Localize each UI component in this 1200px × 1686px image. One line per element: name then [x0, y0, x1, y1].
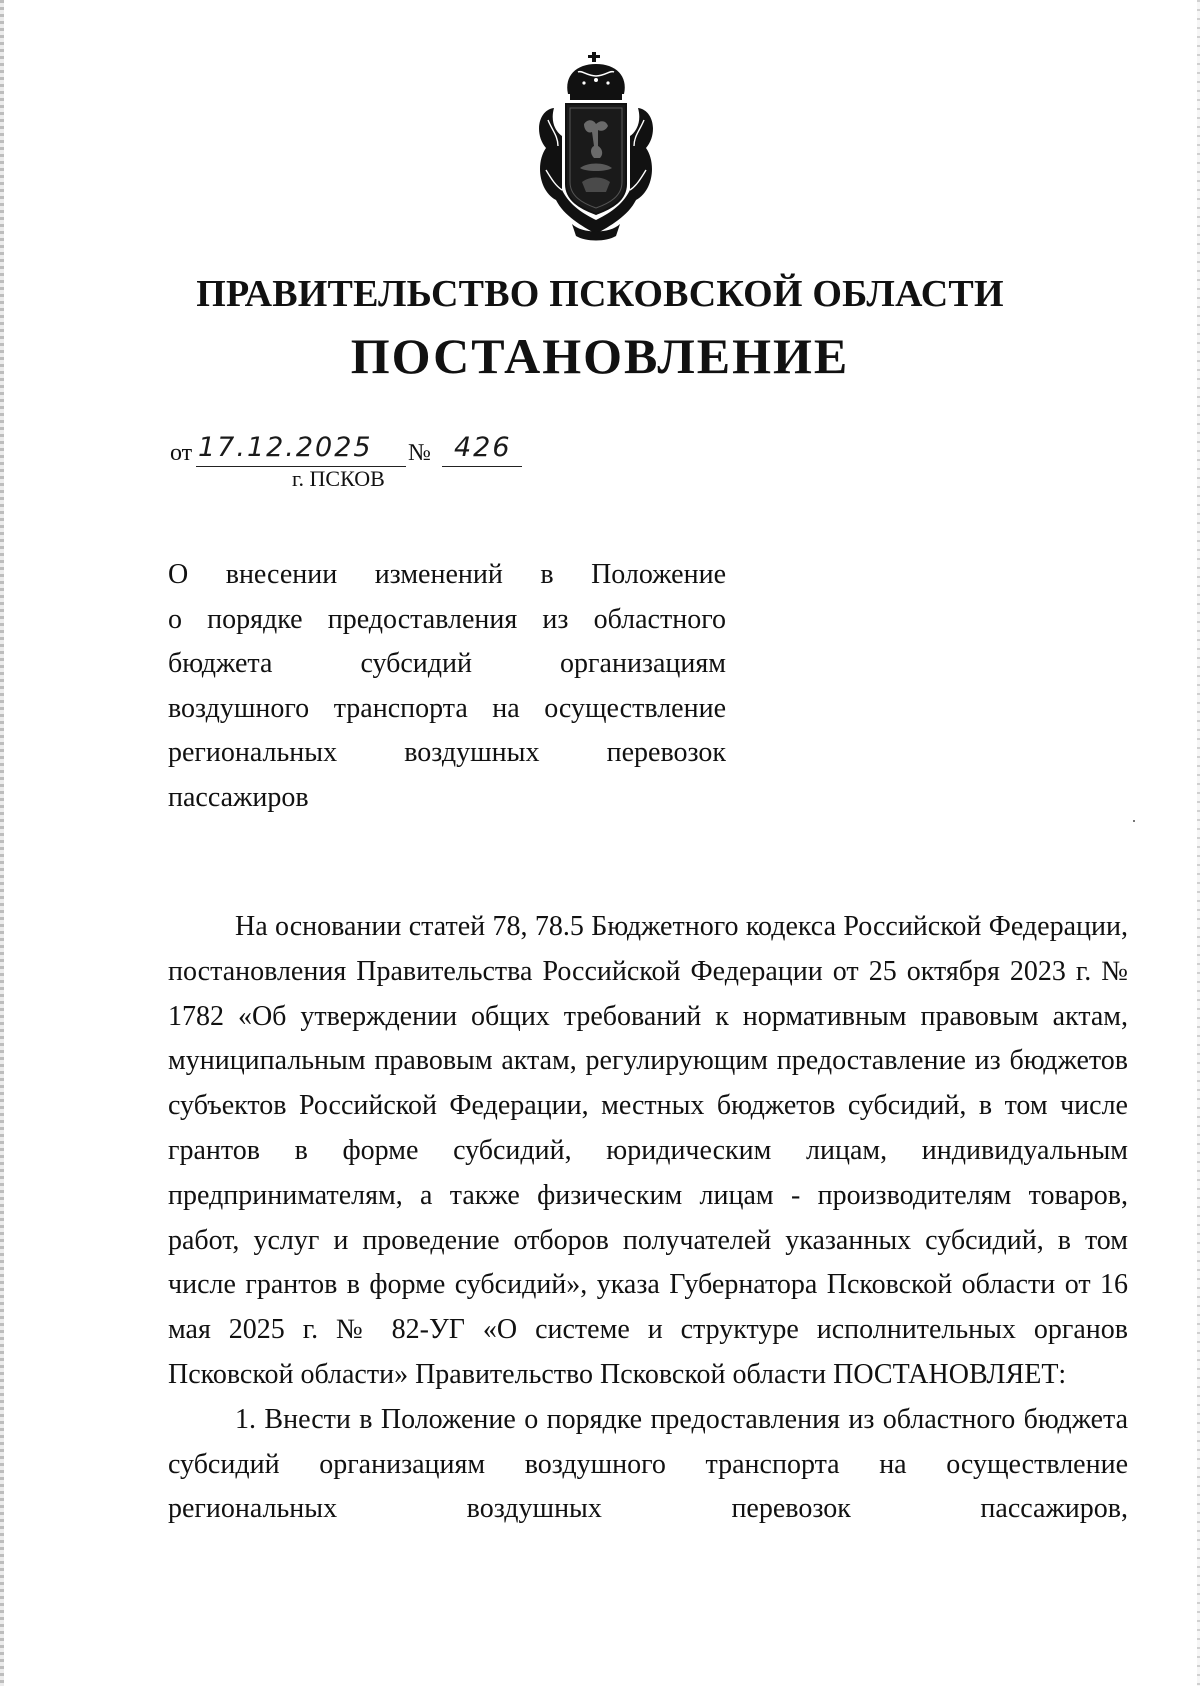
subject-line: воздушного транспорта на осуществление	[168, 692, 726, 724]
item-1-paragraph: 1. Внести в Положение о порядке предоставления из областного бюджета субсидий организациям воздушного транспорта на осуществление региональных воздушных перевозок пассажиров,	[168, 1403, 1128, 1525]
number-underline	[442, 466, 522, 467]
document-type: ПОСТАНОВЛЕНИЕ	[350, 328, 850, 384]
handwritten-date: 17.12.2025	[198, 432, 373, 463]
subject-line: О внесении изменений в Положение	[168, 559, 726, 590]
coat-of-arms-icon	[532, 50, 660, 242]
subject-line: региональных воздушных перевозок	[168, 737, 726, 768]
number-prefix: №	[408, 440, 431, 466]
subject-line: бюджета субсидий организациям	[168, 648, 726, 679]
preamble-paragraph: На основании статей 78, 78.5 Бюджетного кодекса Российской Федерации, постановления Правительства Российской Федерации от 25 октября 2023 г. № 1782 «Об утверждении общих требований к нормативным правовым актам, муниципальным правовым актам, регулирующим предоставление из бюджетов субъектов Российской Федерации, местных бюджетов субсидий, в том числе грантов в форме субсидий, юридическим лицам, индивидуальным предпринимателям, а также физическим лицам - производителям товаров, работ, услуг и проведение отборов получателей указанных субсидий, в том числе грантов в форме субсидий», указа Губернатора Псковской области от 16 мая 2025 г. № 82-УГ «О системе и структуре исполнительных органов Псковской области» Правительство Псковской области ПОСТАНОВЛЯЕТ:	[168, 911, 1128, 1390]
organization-name: ПРАВИТЕЛЬСТВО ПСКОВСКОЙ ОБЛАСТИ	[196, 273, 1004, 315]
scan-edge-left	[0, 0, 4, 1686]
date-prefix: от	[170, 440, 193, 466]
handwritten-number: 426	[454, 432, 512, 463]
document-body	[168, 905, 1128, 1532]
document-subject	[168, 553, 726, 820]
city-label: г. ПСКОВ	[292, 466, 385, 491]
subject-line: пассажиров	[168, 781, 309, 813]
subject-line: о порядке предоставления из областного	[168, 603, 726, 635]
scan-speck	[1133, 820, 1135, 822]
